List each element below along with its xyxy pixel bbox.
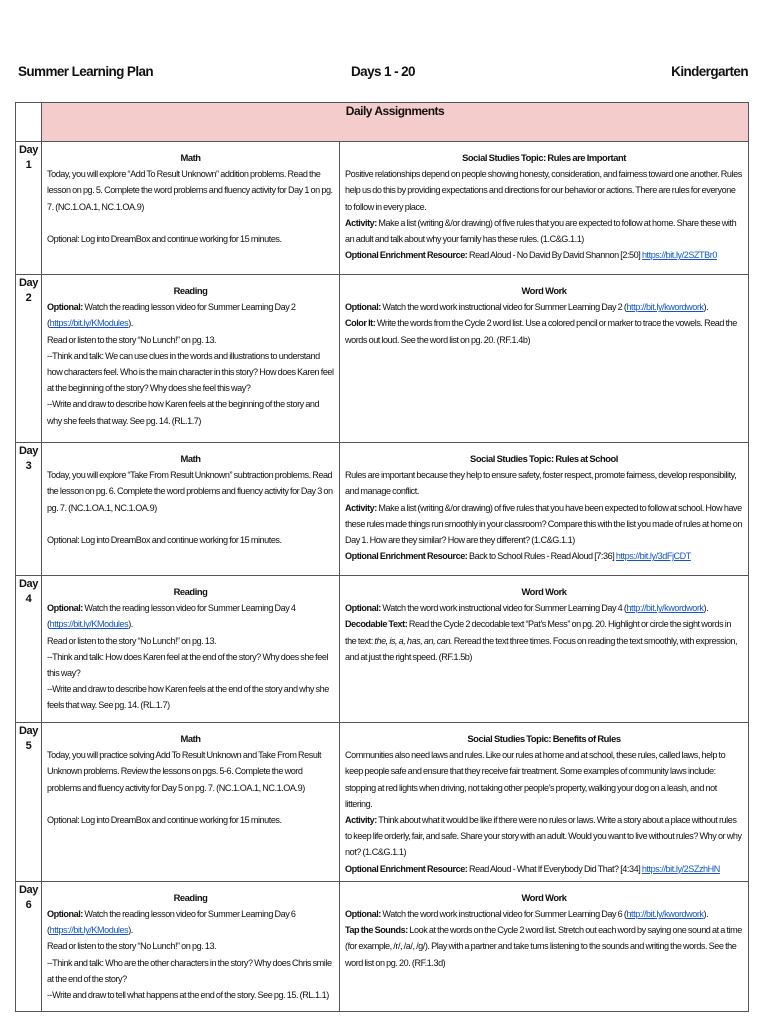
enrichment-text: Optional Enrichment Resource: Read Aloud - What If Everybody Did That? [4:34] https://bit.ly/2SZzhHN: [345, 863, 720, 874]
subject-title: Word Work: [521, 285, 567, 296]
math-instructions: Today, you will explore “Take From Result Unknown” subtraction problems. Read the lesson on pg. 6. Complete the word problems and fluency activity for Day 3 on pg. 7. (NC.1.OA.1, NC.1.OA.9): [47, 470, 333, 513]
day-row: [16, 723, 749, 882]
reading-cell: [42, 576, 340, 723]
word-work-cell: [340, 275, 749, 443]
day-row: [16, 275, 749, 443]
day-row: [16, 881, 749, 1011]
word-work-cell: [340, 881, 749, 1011]
day-row: [16, 142, 749, 275]
social-studies-cell: [340, 443, 749, 576]
math-instructions: Today, you will explore “Add To Result Unknown” addition problems. Read the lesson on pg. 5. Complete the word problems and fluency activity for Day 1 on pg. 7. (NC.1.OA.1, NC.1.OA.9): [47, 169, 333, 212]
word-work-cell: [340, 576, 749, 723]
assignments-table: [15, 102, 749, 1012]
subject-title: Social Studies Topic: Rules are Important: [462, 152, 626, 163]
social-studies-cell: [340, 723, 749, 882]
reading-line: --Write and draw to describe how Karen feels at the end of the story and why she feels that way. See pg. 14. (RL.1.7): [47, 684, 329, 711]
topic-text: Rules are important because they help to ensure safety, foster respect, promote fairness, develop responsibility, and manage conflict.: [345, 470, 737, 497]
modules-link[interactable]: https://bit.ly/KModules: [49, 619, 129, 630]
optional-video-text: Optional: Watch the reading lesson video for Summer Learning Day 6 (https://bit.ly/KModules).: [47, 909, 296, 936]
math-instructions: Today, you will practice solving Add To Result Unknown and Take From Result Unknown problems. Review the lessons on pgs. 5-6. Complete the word problems and fluency activity for Day 5 on pg. 7. (NC.1.OA.1, NC.1.OA.9): [47, 750, 322, 793]
enrichment-link[interactable]: https://bit.ly/2SZzhHN: [641, 863, 720, 874]
day-label: Day 3: [16, 443, 42, 576]
day-label: Day 1: [16, 142, 42, 275]
grade-level: Kindergarten: [671, 64, 748, 79]
optional-video-text: Optional: Watch the reading lesson video for Summer Learning Day 2 (https://bit.ly/KModules).: [47, 302, 296, 329]
reading-line: --Think and talk: We can use clues in the words and illustrations to understand how characters feel. Who is the main character in this story? How does Karen feel at the beginning of the story? Why does she feel this way?: [47, 350, 334, 394]
enrichment-text: Optional Enrichment Resource: Back to School Rules - Read Aloud [7:36] https://bit.ly/3dFjCDT: [345, 551, 691, 562]
corner-cell: [16, 103, 42, 142]
enrichment-link[interactable]: https://bit.ly/2SZTBr0: [641, 250, 717, 261]
subject-title: Reading: [173, 586, 208, 597]
reading-line: Read or listen to the story “No Lunch!” on pg. 13.: [47, 941, 217, 952]
word-work-task: Color It: Write the words from the Cycle 2 word list. Use a colored pencil or marker to trace the vowels. Read the words out loud. See the word list on pg. 20. (RF.1.4b): [345, 318, 737, 345]
optional-video-text: Optional: Watch the reading lesson video for Summer Learning Day 4 (https://bit.ly/KModules).: [47, 603, 296, 630]
activity-text: Activity: Think about what it would be like if there were no rules or laws. Write a story about a place without rules to keep life orderly, fair, and safe. Share your story with an adult. Would you want to live without rules? Why or why not? (1.C&G.1.1): [345, 815, 742, 858]
optional-video-text: Optional: Watch the word work instructional video for Summer Learning Day 6 (http://bit.ly/kwordwork).: [345, 909, 709, 920]
table-header-row: [16, 103, 749, 142]
enrichment-link[interactable]: https://bit.ly/3dFjCDT: [615, 551, 691, 562]
optional-video-text: Optional: Watch the word work instructional video for Summer Learning Day 2 (http://bit.ly/kwordwork).: [345, 302, 709, 313]
subject-title: Word Work: [521, 891, 567, 903]
days-range: Days 1 - 20: [351, 64, 415, 79]
word-work-task: Tap the Sounds: Look at the words on the Cycle 2 word list. Stretch out each word by saying one sound at a time (for example, /r/, /a/, /g/). Play with a partner and take turns listening to the sounds and writing the words. See the word list on pg. 20. (RF.1.3d): [345, 925, 742, 968]
dreambox-note: Optional: Log into DreamBox and continue working for 15 minutes.: [47, 534, 282, 545]
subject-title: Reading: [173, 891, 208, 903]
subject-title: Math: [180, 152, 201, 163]
math-cell: [42, 723, 340, 882]
day-label: Day 2: [16, 275, 42, 443]
topic-text: Communities also need laws and rules. Like our rules at home and at school, these rules, called laws, help to keep people safe and ensure that they receive fair treatment. Some examples of community laws include: stopping at red lights when driving, not taking other people’s property, walking your dog on a leash, and not littering.: [345, 750, 726, 809]
dreambox-note: Optional: Log into DreamBox and continue working for 15 minutes.: [47, 233, 282, 244]
reading-line: Read or listen to the story “No Lunch!” on pg. 13.: [47, 635, 217, 646]
plan-title: Summer Learning Plan: [18, 64, 154, 79]
topic-text: Positive relationships depend on people showing honesty, consideration, and fairness toward one another. Rules help us do this by providing expectations and directions for our behavior or actions. There are rules for everyone to follow in every place.: [345, 169, 742, 212]
day-row: [16, 443, 749, 576]
modules-link[interactable]: https://bit.ly/KModules: [49, 318, 129, 329]
subject-title: Word Work: [521, 586, 567, 597]
modules-link[interactable]: https://bit.ly/KModules: [49, 925, 129, 936]
wordwork-link[interactable]: http://bit.ly/kwordwork: [626, 909, 704, 920]
social-studies-cell: [340, 142, 749, 275]
reading-line: --Write and draw to describe how Karen feels at the beginning of the story and why she feels that way. See pg. 14. (RL.1.7): [47, 399, 320, 426]
activity-text: Activity: Make a list (writing &/or drawing) of five rules that you have been expected to follow at school. How have these rules made things run smoothly in your classroom? Compare this with the list you made of rules at home on Day 1. How are they similar? How are they different? (1.C&G.1.1): [345, 502, 742, 546]
optional-video-text: Optional: Watch the word work instructional video for Summer Learning Day 4 (http://bit.ly/kwordwork).: [345, 603, 709, 614]
subject-title: Reading: [173, 285, 208, 296]
reading-line: Read or listen to the story “No Lunch!” on pg. 13.: [47, 334, 217, 345]
subject-title: Math: [180, 733, 201, 744]
day-label: Day 5: [16, 723, 42, 882]
enrichment-text: Optional Enrichment Resource: Read Aloud - No David By David Shannon [2:50] https://bit.ly/2SZTBr0: [345, 250, 717, 261]
document-header: [18, 64, 748, 84]
reading-line: --Write and draw to tell what happens at the end of the story. See pg. 15. (RL.1.1): [47, 990, 329, 1001]
day-row: [16, 576, 749, 723]
subject-title: Math: [180, 453, 201, 464]
math-cell: [42, 443, 340, 576]
reading-cell: [42, 275, 340, 443]
activity-text: Activity: Make a list (writing &/or drawing) of five rules that you are expected to follow at home. Share these with an adult and talk about why your family has these rules. (1.C&G.1.1): [345, 217, 737, 245]
subject-title: Social Studies Topic: Rules at School: [470, 453, 618, 464]
day-label: Day 6: [16, 881, 42, 1011]
word-work-task: Decodable Text: Read the Cycle 2 decodable text “Pat’s Mess” on pg. 20. Highlight or circle the sight words in the text: the, is, a, has, an, can. Reread the text three times. Focus on reading the text smoothly, with expression, and at just the right speed. (RF.1.5b): [345, 619, 738, 662]
reading-line: --Think and talk: Who are the other characters in the story? Why does Chris smile at the end of the story?: [47, 957, 332, 984]
day-label: Day 4: [16, 576, 42, 723]
wordwork-link[interactable]: http://bit.ly/kwordwork: [626, 302, 704, 313]
dreambox-note: Optional: Log into DreamBox and continue working for 15 minutes.: [47, 814, 282, 825]
reading-cell: [42, 881, 340, 1011]
daily-assignments-heading: Daily Assignments: [42, 103, 749, 142]
subject-title: Social Studies Topic: Benefits of Rules: [467, 733, 621, 744]
reading-line: --Think and talk: How does Karen feel at the end of the story? Why does she feel this way?: [47, 651, 329, 679]
wordwork-link[interactable]: http://bit.ly/kwordwork: [626, 603, 704, 614]
math-cell: [42, 142, 340, 275]
